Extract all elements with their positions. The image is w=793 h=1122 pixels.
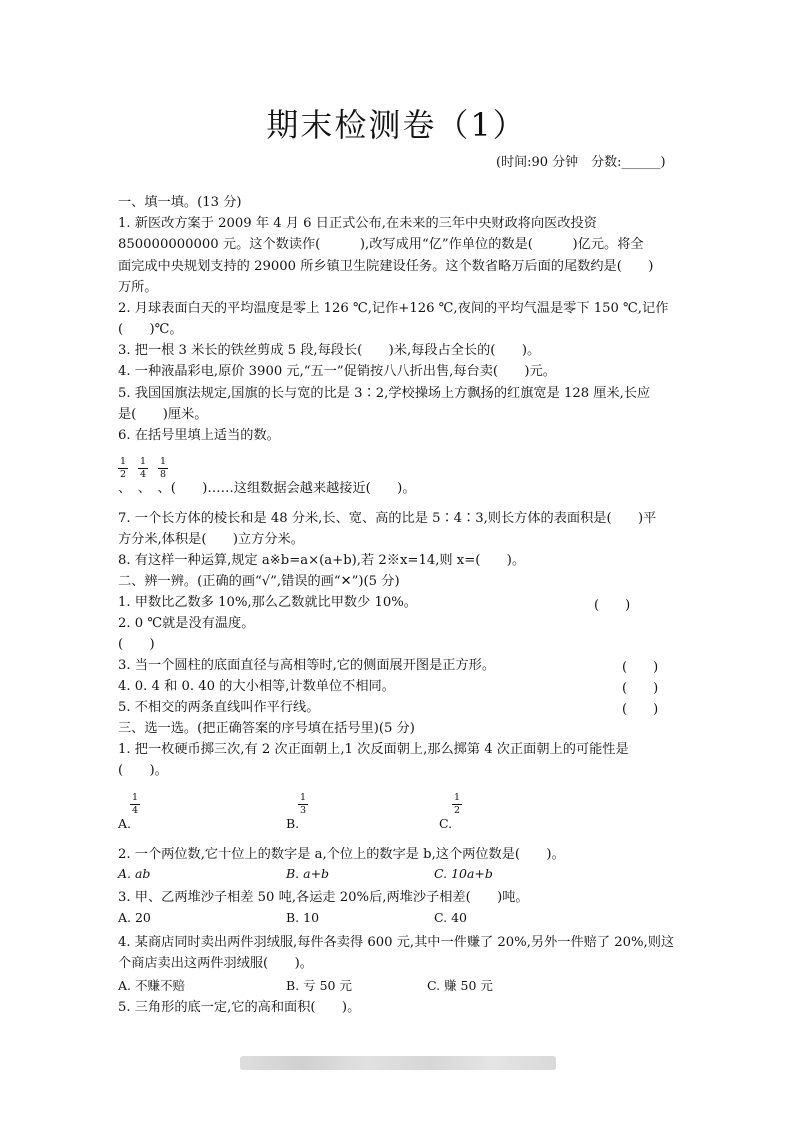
option-c: C. 10a+b [434, 866, 493, 881]
text-line: 2. 一个两位数,它十位上的数字是 a,个位上的数字是 b,这个两位数是( )。 [118, 847, 565, 862]
section-2-heading: 二、辨一辨。(正确的画“√”,错误的画“✕”)(5 分) [118, 574, 400, 589]
option-a: A. ab [118, 866, 151, 881]
text-line: 3. 把一根 3 米长的铁丝剪成 5 段,每段长( )米,每段占全长的( )。 [118, 343, 541, 358]
answer-bracket: ( ) [622, 681, 659, 696]
option-b-label: B. [286, 816, 300, 831]
section-1-heading: 一、填一填。(13 分) [118, 195, 242, 210]
option-c: C. 赚 50 元 [427, 978, 493, 993]
text-line: 7. 一个长方体的棱长和是 48 分米,长、宽、高的比是 5∶4∶3,则长方体的表面积是( )平 [118, 511, 657, 526]
option-a-fraction: 1 4 [131, 792, 139, 816]
text-line: 3. 甲、乙两堆沙子相差 50 吨,各运走 20%后,两堆沙子相差( )吨。 [118, 890, 529, 905]
text-line: 4. 一种液晶彩电,原价 3900 元,“五一”促销按八八折出售,每台卖( )元。 [118, 364, 556, 379]
fraction-1-2: 1 2 [119, 456, 127, 480]
text-line: 方分米,体积是( )立方分米。 [118, 532, 304, 547]
text-line: 万所。 [118, 280, 158, 295]
blurred-footer-watermark [240, 1056, 556, 1070]
text-line: 1. 新医改方案于 2009 年 4 月 6 日正式公布,在未来的三年中央财政将向医改投资 [118, 216, 597, 231]
option-c-label: C. [439, 816, 453, 831]
fraction-1-8: 1 8 [159, 456, 167, 480]
answer-bracket: ( ) [594, 598, 631, 613]
text-line: 6. 在括号里填上适当的数。 [118, 428, 280, 443]
text-line: 5. 三角形的底一定,它的高和面积( )。 [118, 1000, 361, 1015]
option-b-fraction: 1 3 [299, 792, 307, 816]
section-3-heading: 三、选一选。(把正确答案的序号填在括号里)(5 分) [118, 721, 415, 736]
text-line: 5. 不相交的两条直线叫作平行线。 [118, 700, 320, 715]
text-line: 5. 我国国旗法规定,国旗的长与宽的比是 3∶2,学校操场上方飘扬的红旗宽是 128 厘米,长应 [118, 386, 651, 401]
option-b: B. a+b [286, 866, 330, 881]
text-line: 4. 0. 4 和 0. 40 的大小相等,计数单位不相同。 [118, 679, 395, 694]
page-title: 期末检测卷（1） [266, 106, 527, 144]
option-b: B. 10 [286, 910, 320, 925]
option-a: A. 20 [118, 910, 151, 925]
text-line: ( ) [118, 637, 155, 652]
text-line: 2. 0 ℃就是没有温度。 [118, 616, 255, 631]
text-line: 1. 把一枚硬币掷三次,有 2 次正面朝上,1 次反面朝上,那么掷第 4 次正面朝上的可能性是 [118, 742, 629, 757]
option-a: A. 不赚不赔 [118, 978, 185, 993]
text-line: ( )℃。 [118, 322, 183, 337]
text-line: 是( )厘米。 [118, 407, 208, 422]
text-line: 8. 有这样一种运算,规定 a※b=a×(a+b),若 2※x=14,则 x=( )。 [118, 553, 526, 568]
option-b: B. 亏 50 元 [286, 978, 352, 993]
answer-bracket: ( ) [622, 660, 659, 675]
option-c-fraction: 1 2 [453, 792, 461, 816]
text-line: 、 、 、( )……这组数据会越来越接近( )。 [118, 481, 416, 496]
text-line: 4. 某商店同时卖出两件羽绒服,每件各卖得 600 元,其中一件赚了 20%,另外一件赔了 20%,则这 [118, 935, 675, 950]
time-score-line: (时间:90 分钟 分数:______) [496, 155, 666, 170]
fraction-1-4: 1 4 [139, 456, 147, 480]
text-line: 个商店卖出这两件羽绒服( )。 [118, 956, 313, 971]
text-line: 2. 月球表面白天的平均温度是零上 126 ℃,记作+126 ℃,夜间的平均气温是零下 150 ℃,记作 [118, 301, 669, 316]
text-line: 3. 当一个圆柱的底面直径与高相等时,它的侧面展开图是正方形。 [118, 658, 496, 673]
option-a-label: A. [118, 816, 132, 831]
option-c: C. 40 [434, 910, 467, 925]
text-line: ( )。 [118, 763, 168, 778]
answer-bracket: ( ) [622, 702, 659, 717]
text-line: 面完成中央规划支持的 29000 所乡镇卫生院建设任务。这个数省略万后面的尾数约是( ) [118, 259, 654, 274]
text-line: 1. 甲数比乙数多 10%,那么乙数就比甲数少 10%。 [118, 595, 417, 610]
text-line: 850000000000 元。这个数读作( ),改写成用“亿”作单位的数是( )亿元。将全 [118, 237, 644, 252]
